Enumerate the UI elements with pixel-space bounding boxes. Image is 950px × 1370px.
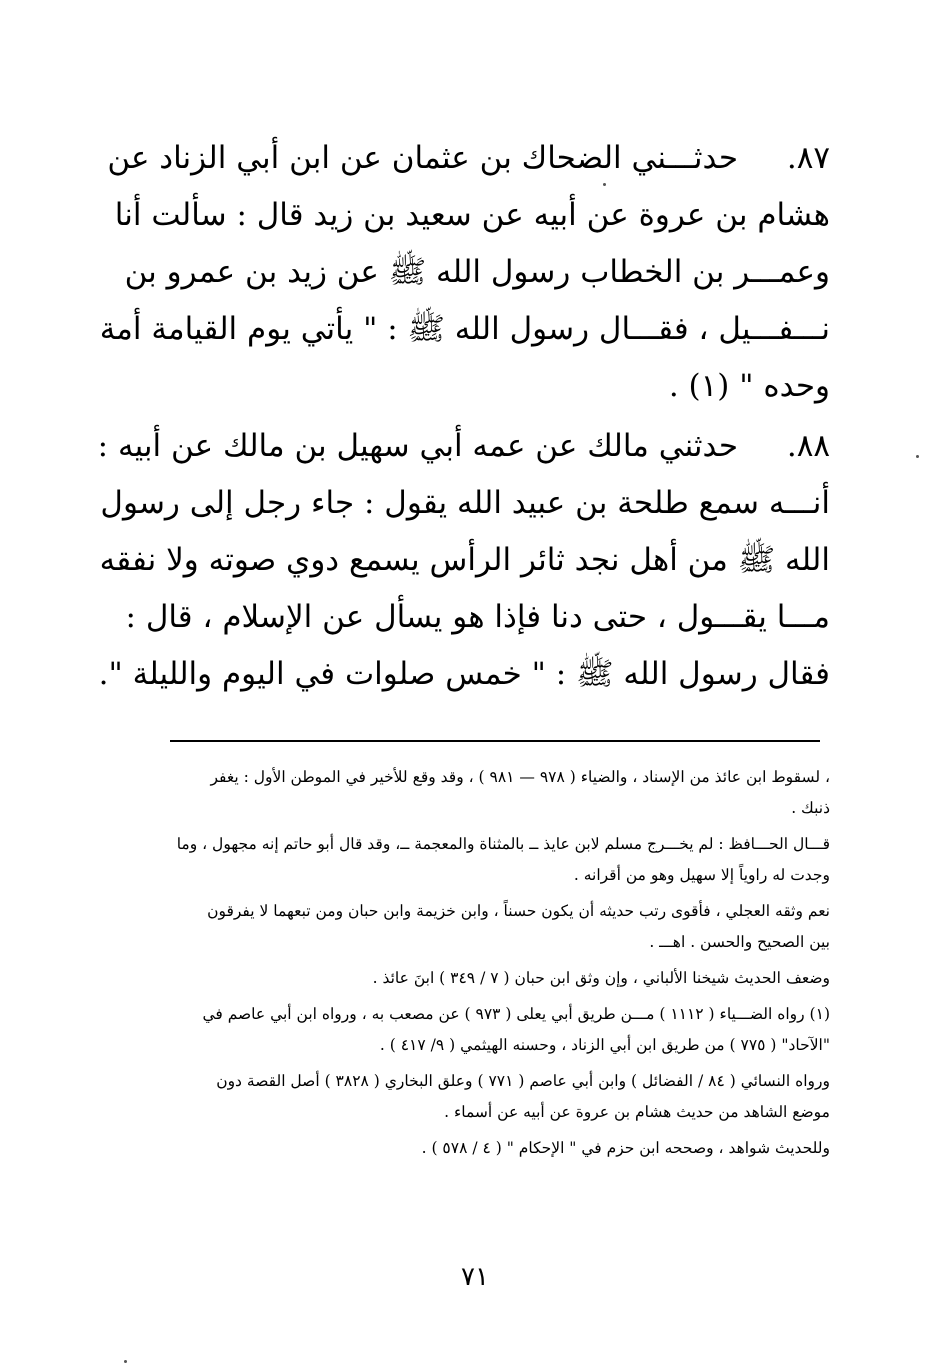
scan-speck [916,455,919,458]
footnote-line: موضع الشاهد من حديث هشام بن عروة عن أبيه عن أسماء . [444,1103,830,1121]
footnote-line: وضعف الحديث شيخنا الألباني ، وإن وثق ابن حبان ( ٧ / ٣٤٩ ) ابنَ عائذ . [372,969,830,987]
footnote-line: ورواه النسائي ( ٨٤ / الفضائل ) وابن أبي عاصم ( ٧٧١ ) وعلق البخاري ( ٣٨٢٨ ) أصل القصة دون [216,1072,830,1090]
footnote-line: (١) رواه الضـــياء ( ١١١٢ ) مـــن طريق أبي يعلى ( ٩٧٣ ) عن مصعب به ، ورواه ابن أبي عاصم في [202,1005,830,1023]
footnote-line: وللحديث شواهد ، وصححه ابن حزم في " الإحكام " ( ٤ / ٥٧٨ ) . [421,1139,830,1157]
footnote-line: ، لسقوط ابن عائذ من الإسناد ، والضياء ( ٩٧٨ — ٩٨١ ) ، وقد وقع للأخير في الموطن الأول : يغفر [210,768,830,786]
hadith-line: وحده " (١) . [668,368,830,404]
scan-speck [603,183,606,186]
hadith-line: مـــا يقـــول ، حتى دنا فإذا هو يسأل عن الإسلام ، قال : [125,599,830,635]
footnote-line: "الآحاد" ( ٧٧٥ ) من طريق ابن أبي الزناد ، وحسنه الهيثمي ( ٩/ ٤١٧ ) . [379,1036,830,1054]
hadith-line: وعمـــر بن الخطاب رسول الله ﷺ عن زيد بن عمرو بن [124,254,830,290]
footnote-divider [170,740,820,742]
hadith-line: أنـــه سمع طلحة بن عبيد الله يقول : جاء رجل إلى رسول [100,485,830,521]
hadith-87 [99,130,830,415]
footnote-line: وجدت له راوياً إلا سهيل وهو من أقرانه . [573,866,830,884]
hadith-line: نـــفـــيل ، فقـــال رسول الله ﷺ : " يأتي يوم القيامة أمة [99,311,830,347]
hadith-line: حدثني مالك عن عمه أبي سهيل بن مالك عن أبيه : [97,428,738,464]
footnote-line: ذنبك . [791,799,830,817]
footnote-line: بين الصحيح والحسن . اهـــ . [649,933,830,951]
footnotes [176,762,830,1164]
hadith-line: فقال رسول الله ﷺ : " خمس صلوات في اليوم والليلة ". [98,656,830,692]
hadith-88 [97,418,830,703]
scan-speck [124,1360,127,1363]
page-number: ٧١ [461,1262,489,1292]
hadith-line: حدثـــني الضحاك بن عثمان عن ابن أبي الزناد عن [107,140,738,176]
hadith-line: الله ﷺ من أهل نجد ثائر الرأس يسمع دوي صوته ولا نفقه [99,542,830,578]
hadith-number: ٨٧. [786,140,830,176]
footnote-line: قـــال الحـــافظ : لم يخـــرج مسلم لابن عايذ ــ بالمثناة والمعجمة ــ، وقد قال أبو حاتم إنه مجهول ، وما [176,835,830,853]
hadith-number: ٨٨. [786,428,830,464]
footnote-line: نعم وثقه العجلي ، فأقوى رتب حديثه أن يكون حسناً ، وابن خزيمة وابن حبان ومن تبعهما لا يفرقون [207,902,830,920]
hadith-line: هشام بن عروة عن أبيه عن سعيد بن زيد قال : سألت أنا [114,197,830,233]
